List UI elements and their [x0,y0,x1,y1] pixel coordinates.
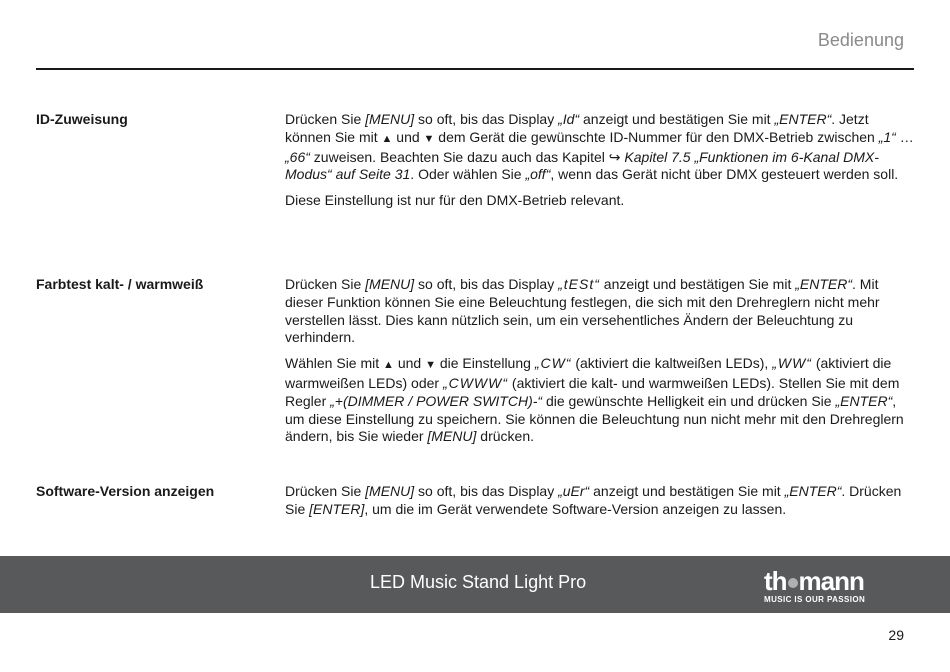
section-label: ID-Zuweisung [36,111,128,127]
section-body [285,276,914,454]
logo-word-right: mann [798,566,864,596]
text: anzeigt und bestätigen Sie mit [589,483,785,499]
text: zuweisen. Beachten Sie dazu auch das Kapitel [309,148,609,165]
enter-key: „ENTER“ [795,276,853,292]
text: , wenn das Gerät nicht über DMX gesteuert werden soll. [550,166,899,183]
up-arrow-icon: ▲ [383,359,394,372]
cwww-value: „CWWW“ [442,374,509,391]
text: Wählen Sie mit [285,355,384,372]
paragraph [285,111,914,184]
enter-key: [ENTER] [309,500,365,517]
header-rule [36,68,914,70]
text: Drücken Sie [285,111,366,127]
text: Drücken Sie [285,276,366,292]
text: . Jetzt können Sie mit [285,111,869,145]
footer-bar [0,556,950,613]
display-value: „tESt“ [558,276,600,292]
text: drücken. [476,428,535,445]
text: , um diese Einstellung zu speichern. Sie können die Beleuchtung nun nicht mehr mit den Drehreglern ändern, bis Sie wieder [285,392,904,445]
text: . Drücken Sie [285,483,902,517]
header-title: Bedienung [817,30,904,50]
menu-key: [MENU] [365,276,415,292]
page-number: 29 [888,627,904,643]
value-66: „66“ [285,148,310,165]
text: und [393,355,426,372]
thomann-logo [764,566,914,606]
paragraph [285,276,914,347]
display-value: „Id“ [558,111,580,127]
text: (aktiviert die kaltweißen LEDs), [571,355,773,372]
text: die Einstellung [435,355,535,372]
text: die gewünschte Helligkeit ein und drücken Sie [542,392,836,409]
logo-dot-icon [788,578,798,588]
text: . Mit dieser Funktion können Sie eine Beleuchtung festlegen, die sich mit den Drehreglern nicht mehr verstellen lässt. Dies kann nützlich sein, um ein versehentliches Ändern der Beleuchtung zu verhindern. [285,276,880,346]
up-arrow-icon: ▲ [381,132,393,145]
cross-reference-link[interactable]: Kapitel 7.5 „Funktionen im 6-Kanal DMX-Modus“ auf Seite 31 [285,148,879,183]
section-label: Farbtest kalt- / warmweiß [36,276,204,292]
text: Drücken Sie [285,483,366,499]
text: anzeigt und bestätigen Sie mit [579,111,775,127]
text: so oft, bis das Display [414,483,559,499]
display-value: „uEr“ [558,483,590,499]
paragraph: Diese Einstellung ist nur für den DMX-Betrieb relevant. [285,192,625,209]
menu-key: [MENU] [365,111,415,127]
logo-wordmark [764,566,864,597]
text: so oft, bis das Display [414,111,559,127]
section-body [285,111,914,218]
text: . Oder wählen Sie [410,166,526,183]
text: anzeigt und bestätigen Sie mit [599,276,796,292]
enter-key: „ENTER“ [784,483,842,499]
logo-slogan: MUSIC IS OUR PASSION [764,595,866,604]
text: , um die im Gerät verwendete Software-Version anzeigen zu lassen. [364,500,787,517]
text: dem Gerät die gewünschte ID-Nummer für den DMX-Betrieb zwischen [434,128,879,145]
value-1: „1“ [878,128,896,145]
cw-value: „CW“ [534,355,572,372]
paragraph [285,355,914,446]
cross-reference-icon: ↪ [608,148,621,165]
down-arrow-icon: ▼ [423,132,435,145]
product-name: LED Music Stand Light Pro [370,572,587,592]
text: so oft, bis das Display [414,276,559,292]
text: und [392,128,424,145]
down-arrow-icon: ▼ [425,359,436,372]
section-label: Software-Version anzeigen [36,483,215,499]
enter-key: „ENTER“ [835,392,893,409]
paragraph [285,483,914,519]
off-value: „off“ [525,166,551,183]
section-body [285,483,914,527]
text: … [895,128,914,145]
text: (aktiviert die kalt- und warmweißen LEDs). Stellen Sie mit dem Regler [285,374,900,409]
enter-key: „ENTER“ [774,111,832,127]
logo-word-left: th [764,566,787,596]
ww-value: „WW“ [772,355,812,372]
menu-key: [MENU] [365,483,415,499]
menu-key: [MENU] [427,428,477,445]
text: (aktiviert die warmweißen LEDs) oder [285,355,892,391]
dimmer-control: „+(DIMMER / POWER SWITCH)-“ [330,392,543,409]
